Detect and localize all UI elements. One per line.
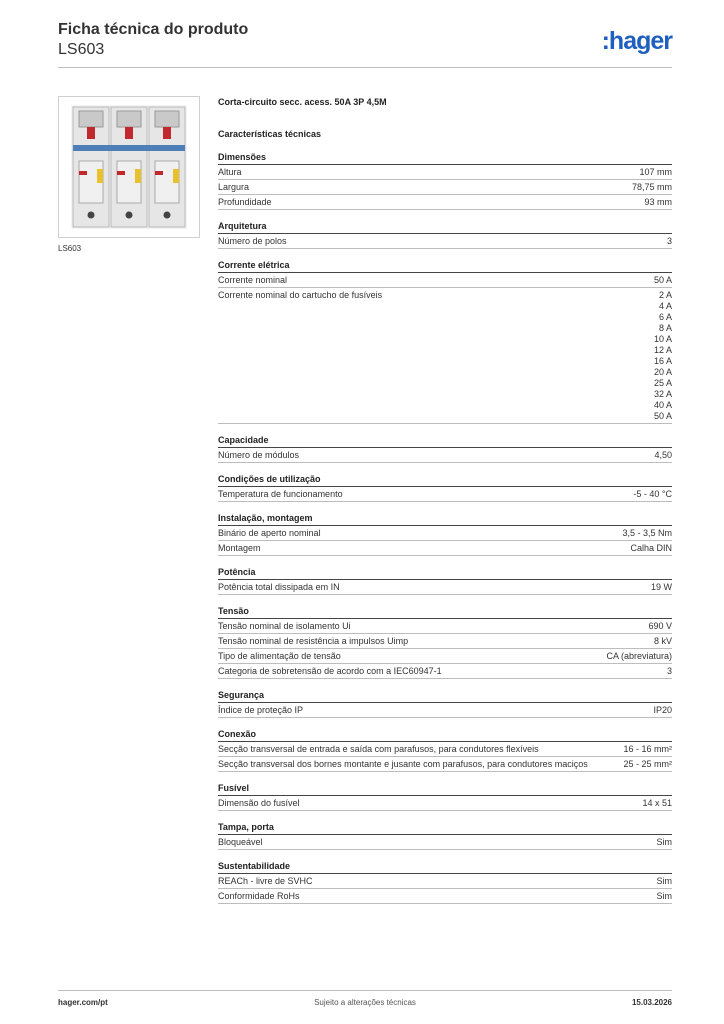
spec-value: 3 [666, 666, 672, 676]
spec-value: 78,75 mm [631, 182, 672, 192]
product-image [58, 96, 200, 238]
spec-value: 16 - 16 mm² [623, 744, 672, 754]
section-title: Conexão [218, 728, 672, 742]
spec-row [218, 649, 672, 664]
spec-label: Tensão nominal de resistência a impulsos Uimp [218, 636, 409, 646]
section-title: Tampa, porta [218, 821, 672, 835]
spec-row [218, 874, 672, 889]
spec-row [218, 195, 672, 210]
spec-row [218, 448, 672, 463]
section-title: Corrente elétrica [218, 259, 672, 273]
spec-row [218, 580, 672, 595]
spec-section [218, 689, 672, 718]
spec-value: 20 A [653, 367, 672, 377]
hager-logo: :hager [601, 27, 672, 55]
spec-value: Calha DIN [630, 543, 672, 553]
spec-label: Largura [218, 182, 250, 192]
spec-values [667, 236, 672, 247]
spec-value: 10 A [653, 334, 672, 344]
spec-values [657, 891, 673, 902]
spec-value: CA (abreviatura) [606, 651, 672, 661]
spec-section [218, 220, 672, 249]
spec-value: IP20 [653, 705, 672, 715]
section-title: Capacidade [218, 434, 672, 448]
page-title: Ficha técnica do produto [58, 21, 249, 38]
spec-value: 25 A [653, 378, 672, 388]
section-title: Sustentabilidade [218, 860, 672, 874]
spec-values [644, 197, 672, 208]
spec-values [667, 666, 672, 677]
spec-values [657, 876, 673, 887]
spec-value: 93 mm [644, 197, 672, 207]
product-image-caption: LS603 [58, 244, 82, 253]
section-title: Instalação, montagem [218, 512, 672, 526]
section-title: Dimensões [218, 151, 672, 165]
spec-label: Corrente nominal [218, 275, 288, 285]
spec-row [218, 619, 672, 634]
spec-label: Corrente nominal do cartucho de fusíveis [218, 290, 383, 300]
spec-value: 40 A [653, 400, 672, 410]
spec-label: Bloqueável [218, 837, 263, 847]
spec-values [632, 182, 672, 193]
spec-values [648, 621, 672, 632]
spec-value: 4 A [658, 301, 672, 311]
spec-value: 32 A [653, 389, 672, 399]
spec-label: Secção transversal de entrada e saída com parafusos, para condutores flexíveis [218, 744, 539, 754]
spec-section [218, 512, 672, 556]
spec-value: 50 A [653, 275, 672, 285]
spec-row [218, 487, 672, 502]
spec-values [633, 489, 672, 500]
spec-values [657, 837, 673, 848]
spec-value: 690 V [648, 621, 672, 631]
spec-label: Profundidade [218, 197, 272, 207]
footer-notice: Sujeito a alterações técnicas [314, 998, 416, 1007]
fuse-holder-illustration [59, 97, 199, 237]
footer-date: 15.03.2026 [631, 998, 672, 1007]
spec-value: -5 - 40 °C [633, 489, 672, 499]
spec-value: 2 A [658, 290, 672, 300]
spec-sections [218, 151, 672, 904]
spec-values [654, 636, 672, 647]
spec-label: Potência total dissipada em IN [218, 582, 340, 592]
spec-label: Altura [218, 167, 242, 177]
section-title: Tensão [218, 605, 672, 619]
spec-row [218, 288, 672, 424]
spec-row [218, 835, 672, 850]
spec-row [218, 165, 672, 180]
spec-label: Categoria de sobretensão de acordo com a IEC60947-1 [218, 666, 442, 676]
spec-values [630, 543, 672, 554]
spec-label: Tensão nominal de isolamento Ui [218, 621, 351, 631]
spec-value: 6 A [658, 312, 672, 322]
spec-label: Secção transversal dos bornes montante e jusante com parafusos, para condutores maciços [218, 759, 588, 769]
spec-values [639, 167, 672, 178]
spec-value: 8 kV [653, 636, 672, 646]
spec-row [218, 757, 672, 772]
spec-content [218, 95, 672, 904]
spec-row [218, 180, 672, 195]
spec-value: 3 [666, 236, 672, 246]
section-title: Fusível [218, 782, 672, 796]
spec-row [218, 889, 672, 904]
spec-values [642, 798, 672, 809]
document-header [58, 20, 248, 60]
spec-row [218, 742, 672, 757]
spec-row [218, 541, 672, 556]
spec-value: 3,5 - 3,5 Nm [622, 528, 672, 538]
spec-values [654, 275, 672, 286]
spec-value: 14 x 51 [642, 798, 672, 808]
spec-row [218, 234, 672, 249]
spec-value: 19 W [650, 582, 672, 592]
section-title: Arquitetura [218, 220, 672, 234]
spec-value: 4,50 [654, 450, 672, 460]
spec-section [218, 259, 672, 424]
spec-row [218, 703, 672, 718]
product-description: Corta-circuito secc. acess. 50A 3P 4,5M [218, 97, 387, 107]
section-title: Segurança [218, 689, 672, 703]
spec-label: Binário de aperto nominal [218, 528, 321, 538]
spec-values [623, 744, 672, 755]
spec-values [606, 651, 672, 662]
spec-label: Número de polos [218, 236, 287, 246]
product-code: LS603 [58, 41, 105, 58]
spec-section [218, 821, 672, 850]
spec-value: 50 A [653, 411, 672, 421]
spec-row [218, 796, 672, 811]
section-title: Condições de utilização [218, 473, 672, 487]
spec-label: Número de módulos [218, 450, 300, 460]
spec-label: Conformidade RoHs [218, 891, 300, 901]
spec-value: 16 A [653, 356, 672, 366]
spec-label: Montagem [218, 543, 261, 553]
spec-section [218, 473, 672, 502]
spec-value: Sim [656, 876, 672, 886]
footer-website: hager.com/pt [58, 998, 108, 1007]
spec-label: Índice de proteção IP [218, 705, 304, 715]
spec-values [651, 582, 672, 593]
spec-values [653, 705, 672, 716]
spec-row [218, 634, 672, 649]
spec-label: Temperatura de funcionamento [218, 489, 343, 499]
spec-value: Sim [656, 837, 672, 847]
spec-label: REACh - livre de SVHC [218, 876, 313, 886]
spec-values [654, 450, 672, 461]
spec-value: 12 A [653, 345, 672, 355]
spec-value: 25 - 25 mm² [623, 759, 672, 769]
spec-values [654, 290, 672, 422]
spec-section [218, 151, 672, 210]
technical-heading: Características técnicas [218, 129, 322, 139]
footer-divider [58, 990, 672, 991]
spec-label: Dimensão do fusível [218, 798, 300, 808]
spec-section [218, 605, 672, 679]
header-divider [58, 67, 672, 68]
spec-section [218, 728, 672, 772]
spec-value: 8 A [658, 323, 672, 333]
spec-section [218, 860, 672, 904]
spec-label: Tipo de alimentação de tensão [218, 651, 341, 661]
spec-row [218, 664, 672, 679]
section-title: Potência [218, 566, 672, 580]
spec-row [218, 526, 672, 541]
spec-section [218, 782, 672, 811]
spec-value: Sim [656, 891, 672, 901]
spec-value: 107 mm [639, 167, 672, 177]
spec-section [218, 566, 672, 595]
spec-row [218, 273, 672, 288]
spec-values [623, 759, 672, 770]
spec-values [622, 528, 672, 539]
spec-section [218, 434, 672, 463]
